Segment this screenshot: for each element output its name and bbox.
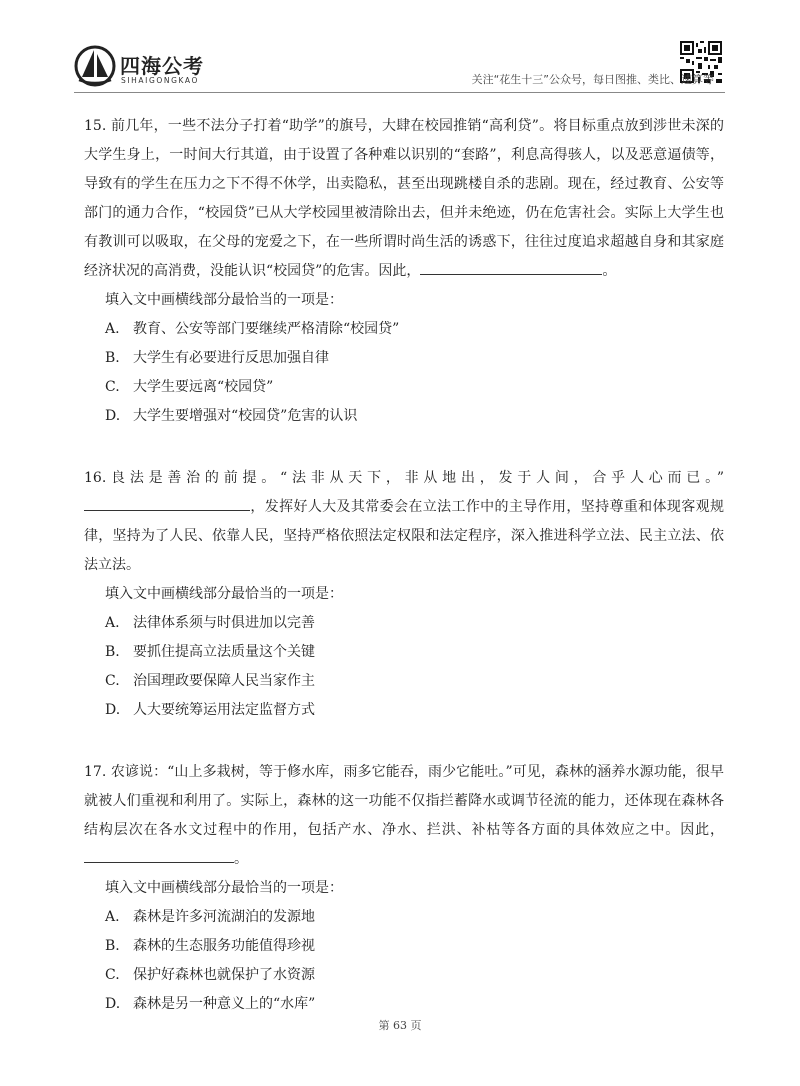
option-text: 教育、公安等部门要继续严格清除“校园贷” — [133, 321, 400, 337]
question-spacer — [84, 431, 724, 464]
option-letter: A. — [105, 615, 120, 631]
question-text: 前几年，一些不法分子打着“助学”的旗号，大肆在校园推销“高利贷”。将目标重点放到涉世未深的大学生身上，一时间大行其道，由于设置了各种难以识别的“套路”，利息高得骇人，以及恶意逼债等，导致有的学生在压力之下不得不休学，出卖隐私，甚至出现跳楼自杀的悲剧。现在，经过教育、公安等部门的通力合作，“校园贷”已从大学校园里被清除出去，但并未绝迹，仍在危害社会。实际上大学生也有教训可以吸取，在父母的宠爱之下，在一些所谓时尚生活的诱惑下，往往过度追求超越自身和其家庭经济状况的高消费，没能认识“校园贷”的危害。因此， — [84, 118, 724, 279]
option-c — [84, 961, 724, 990]
option-letter: C. — [105, 673, 120, 689]
option-letter: B. — [105, 938, 120, 954]
option-letter: D. — [105, 408, 121, 424]
brand-logo — [74, 44, 244, 90]
question-text: 农谚说：“山上多栽树，等于修水库，雨多它能吞，雨少它能吐。”可见，森林的涵养水源功能，很早就被人们重视和利用了。实际上，森林的这一功能不仅指拦蓄降水或调节径流的能力，还体现在森林各结构层次在各水文过程中的作用，包括产水、净水、拦洪、补枯等各方面的具体效应之中。因此， — [84, 764, 725, 838]
option-text: 森林的生态服务功能值得珍视 — [133, 938, 315, 954]
option-c — [84, 373, 724, 402]
option-text: 大学生有必要进行反思加强自律 — [133, 350, 329, 366]
option-letter: D. — [105, 996, 121, 1012]
question-number: 15. — [84, 118, 107, 134]
option-text: 要抓住提高立法质量这个关键 — [133, 644, 315, 660]
question-16 — [84, 464, 724, 725]
option-text: 森林是许多河流湖泊的发源地 — [133, 909, 315, 925]
option-d — [84, 990, 724, 1019]
questions-content — [84, 112, 724, 1019]
question-stem — [84, 758, 724, 874]
page-header — [0, 0, 800, 100]
question-prompt: 填入文中画横线部分最恰当的一项是： — [105, 880, 343, 896]
question-number: 16. — [84, 470, 107, 486]
option-a — [84, 315, 724, 344]
question-17 — [84, 758, 724, 1019]
option-b — [84, 638, 724, 667]
question-text: 良法是善治的前提。“法非从天下，非从地出，发于人间，合乎人心而已。” — [106, 470, 724, 486]
logo-chinese-name: 四海公考 — [120, 54, 204, 78]
option-letter: A. — [105, 321, 120, 337]
answer-blank — [420, 260, 602, 275]
question-stem — [84, 464, 724, 580]
option-text: 法律体系须与时俱进加以完善 — [133, 615, 315, 631]
question-prompt: 填入文中画横线部分最恰当的一项是： — [105, 586, 343, 602]
option-a — [84, 903, 724, 932]
option-d — [84, 402, 724, 431]
option-a — [84, 609, 724, 638]
option-letter: A. — [105, 909, 120, 925]
header-tagline: 关注“花生十三”公众号，每日图推、类比、速算等 — [471, 73, 714, 86]
option-d — [84, 696, 724, 725]
option-letter: D. — [105, 702, 121, 718]
option-b — [84, 344, 724, 373]
option-text: 保护好森林也就保护了水资源 — [133, 967, 315, 983]
option-letter: B. — [105, 350, 120, 366]
option-letter: C. — [105, 379, 120, 395]
question-number: 17. — [84, 764, 107, 780]
logo-english-name: SIHAIGONGKAO — [121, 76, 199, 85]
question-text-tail: ，发挥好人大及其常委会在立法工作中的主导作用，坚持尊重和体现客观规律，坚持为了人民、依靠人民，坚持严格依照法定权限和法定程序，深入推进科学立法、民主立法、依法立法。 — [84, 499, 724, 573]
option-letter: B. — [105, 644, 120, 660]
question-text-tail: 。 — [234, 851, 248, 867]
option-c — [84, 667, 724, 696]
question-prompt: 填入文中画横线部分最恰当的一项是： — [105, 292, 343, 308]
option-text: 治国理政要保障人民当家作主 — [133, 673, 315, 689]
option-text: 大学生要远离“校园贷” — [133, 379, 274, 395]
question-text-tail: 。 — [602, 263, 617, 279]
option-letter: C. — [105, 967, 120, 983]
answer-blank — [84, 496, 250, 511]
question-15 — [84, 112, 724, 431]
answer-blank — [84, 848, 234, 863]
header-divider — [74, 92, 725, 93]
sailboat-logo-icon — [74, 44, 116, 88]
option-b — [84, 932, 724, 961]
page-number: 第 63 页 — [378, 1019, 422, 1032]
question-stem — [84, 112, 724, 286]
option-text: 人大要统筹运用法定监督方式 — [133, 702, 315, 718]
question-spacer — [84, 725, 724, 758]
option-text: 大学生要增强对“校园贷”危害的认识 — [133, 408, 358, 424]
option-text: 森林是另一种意义上的“水库” — [133, 996, 316, 1012]
